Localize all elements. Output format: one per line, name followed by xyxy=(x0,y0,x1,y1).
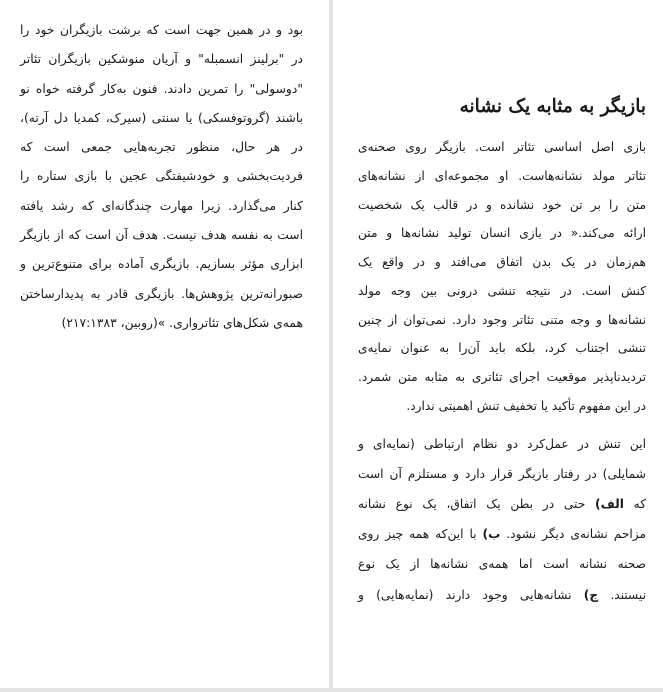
text-line: باشند (گروتوفسکی) یا سنتی (سیرک، کمدیا دل آرته)، xyxy=(20,110,303,125)
text-line: متن را بر تن خود نشانده و در قالب یک شخصیت xyxy=(358,197,646,212)
text-run: با این‌که همه چیز روی xyxy=(358,527,483,542)
right-page-paragraph-2 xyxy=(358,429,646,610)
text-line: فردیت‌بخشی و خودشیفتگی عجین با بازی ستاره را xyxy=(20,169,303,184)
text-line: کنش است. در نتیجه تنشی درونی بین وجه مولد xyxy=(358,283,646,298)
text-line: صحنه نشانه است اما همه‌ی نشانه‌ها از یک نوع xyxy=(358,557,646,572)
text-line: بازی اصل اساسی تئاتر است. بازیگر روی صحنه‌ی xyxy=(358,140,646,154)
text-line: است به نفسه هدف نیست. هدف آن است که از بازیگر xyxy=(20,228,303,243)
list-marker-c: ج) xyxy=(583,587,599,602)
text-line: "دوسولی" را تمرین دادند. فنون به‌کار گرفته خواه نو xyxy=(20,81,303,96)
text-run: حتی در بطن یک اتفاق، یک نوع نشانه xyxy=(358,496,596,511)
list-marker-a: الف) xyxy=(595,496,624,511)
text-line: هم‌زمان در یک بدن اتفاق می‌افتد و در واقع یک xyxy=(358,255,646,269)
right-page xyxy=(333,0,663,688)
text-line: ابزاری مؤثر بسازیم. بازیگری آماده برای متنوع‌ترین و xyxy=(20,257,303,272)
text-line: در هر حال، منظور تجربه‌هایی جمعی است که xyxy=(20,140,303,155)
left-page xyxy=(0,0,329,688)
text-line xyxy=(358,580,646,610)
left-page-paragraph xyxy=(20,16,303,338)
text-line xyxy=(358,519,646,549)
right-page-paragraph-1 xyxy=(358,133,646,421)
text-run: مزاحم نشانه‌ی دیگر نشود. xyxy=(500,527,647,542)
text-line: تردیدناپذیر موقعیت اجرای تئاتری به مثابه متن شمرد. xyxy=(358,370,646,384)
text-line: در "برلینز انسمبله" و آریان منوشکین بازیگران تئاتر xyxy=(20,52,303,67)
citation-line: همه‌ی شکل‌های تئاترواری. »(روبین، ۲۱۷:۱۳۸۳) xyxy=(61,315,303,330)
section-title: بازیگر به مثابه یک نشانه xyxy=(459,96,646,117)
text-line: صبورانه‌ترین پژوهش‌ها. بازیگری قادر به پدیدارساختن xyxy=(20,286,303,301)
text-run: نیستند. xyxy=(598,587,646,602)
text-line: در این مفهوم تأکید یا تخفیف تنش اهمیتی ندارد. xyxy=(406,398,646,413)
list-marker-b: ب) xyxy=(482,527,501,542)
text-run: که xyxy=(623,496,646,511)
text-line: ارائه می‌کند.« در بازی انسان تولید نشانه‌ها و متن xyxy=(358,226,646,241)
text-line: کنار می‌گذارد. زیرا مهارت چندگانه‌ای که رشد یافته xyxy=(20,198,303,213)
text-line: این تنش در عمل‌کرد دو نظام ارتباطی (نمایه‌ای و xyxy=(358,436,646,451)
text-line: بود و در همین جهت است که برشت بازیگران خود را xyxy=(20,23,303,37)
text-line: نشانه‌ها و وجه متنی تئاتر وجود دارد. نمی‌توان از چنین xyxy=(358,312,646,327)
text-line: شمایلی) در رفتار بازیگر قرار دارد و مستلزم آن است xyxy=(358,466,646,481)
text-run: نشانه‌هایی وجود دارند (نمایه‌هایی) و xyxy=(358,587,584,602)
text-line: تنشی اجتناب کرد، بلکه باید آن‌را به عنوان نمایه‌ی xyxy=(358,341,646,356)
text-line: تئاتر مولد نشانه‌هاست. او مجموعه‌ای از نشانه‌های xyxy=(358,168,646,183)
text-line xyxy=(358,489,646,519)
